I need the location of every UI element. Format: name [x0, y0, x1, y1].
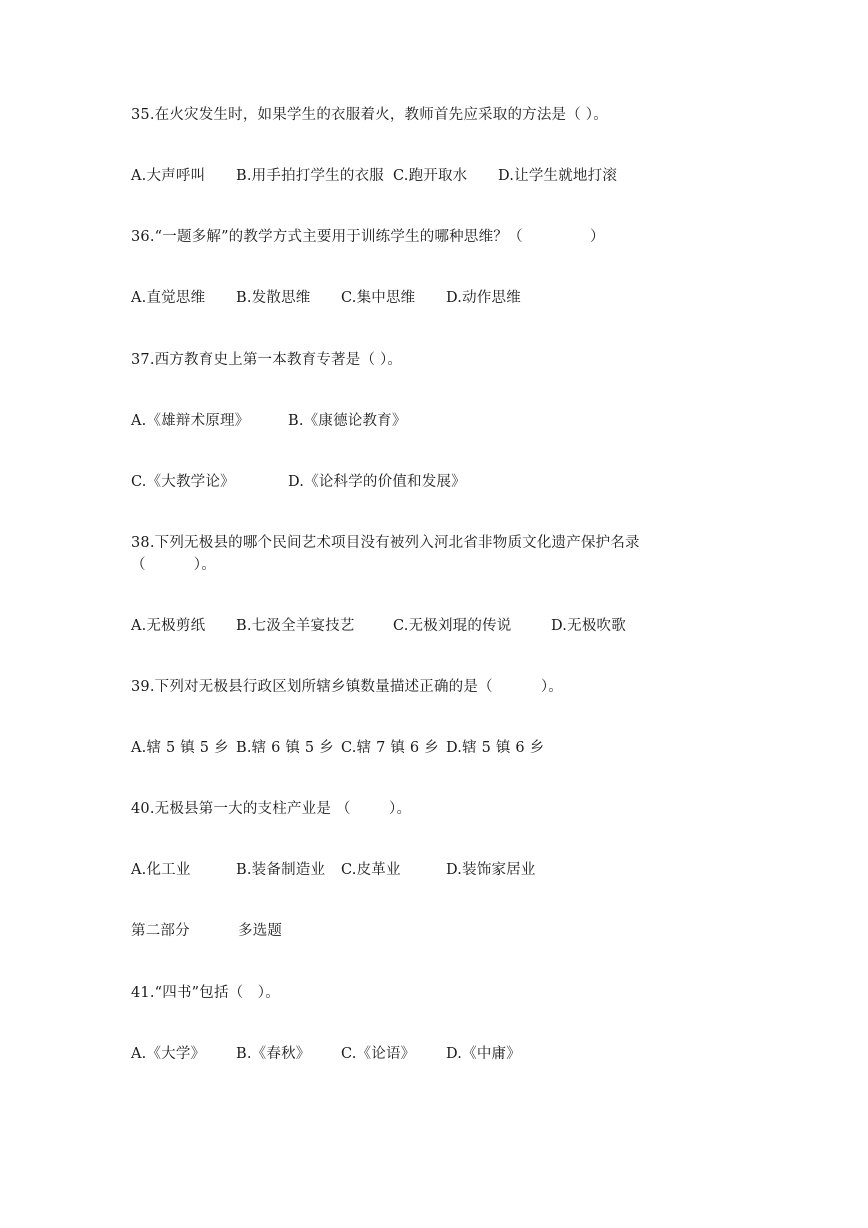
q37-option-b: B.《康德论教育》	[288, 413, 407, 429]
section-title: 多选题	[238, 923, 283, 939]
q41-option-b: B.《春秋》	[236, 1046, 311, 1062]
q41-option-d: D.《中庸》	[446, 1046, 521, 1062]
q41-option-a: A.《大学》	[131, 1046, 206, 1062]
question-38-stem-continued: （ ）。	[131, 557, 216, 573]
question-38-stem: 38.下列无极县的哪个民间艺术项目没有被列入河北省非物质文化遗产保护名录	[131, 535, 640, 551]
q40-option-a: A.化工业	[131, 862, 191, 878]
question-40-stem: 40.无极县第一大的支柱产业是 （ ）。	[131, 801, 412, 817]
question-39-stem: 39.下列对无极县行政区划所辖乡镇数量描述正确的是（ ）。	[131, 679, 563, 695]
q39-option-c: C.辖 7 镇 6 乡	[341, 740, 439, 756]
question-36-stem: 36.“一题多解”的教学方式主要用于训练学生的哪种思维？（ ）	[131, 229, 605, 245]
q40-option-c: C.皮革业	[341, 862, 401, 878]
q36-option-d: D.动作思维	[446, 290, 521, 306]
q36-option-b: B.发散思维	[236, 290, 311, 306]
q37-option-c: C.《大教学论》	[131, 474, 235, 490]
q38-option-d: D.无极吹歌	[551, 618, 626, 634]
q35-option-a: A.大声呼叫	[131, 168, 206, 184]
q39-option-b: B.辖 6 镇 5 乡	[236, 740, 334, 756]
q39-option-d: D.辖 5 镇 6 乡	[446, 740, 545, 756]
q35-option-c: C.跑开取水	[393, 168, 468, 184]
q36-option-c: C.集中思维	[341, 290, 416, 306]
q38-option-c: C.无极刘琨的传说	[393, 618, 512, 634]
q37-option-a: A.《雄辩术原理》	[131, 413, 250, 429]
q40-option-b: B.装备制造业	[236, 862, 326, 878]
q35-option-b: B.用手拍打学生的衣服	[236, 168, 384, 184]
question-37-stem: 37.西方教育史上第一本教育专著是（ ）。	[131, 352, 403, 368]
q35-option-d: D.让学生就地打滚	[498, 168, 618, 184]
q41-option-c: C.《论语》	[341, 1046, 416, 1062]
q38-option-a: A.无极剪纸	[131, 618, 206, 634]
q37-option-d: D.《论科学的价值和发展》	[288, 474, 466, 490]
q40-option-d: D.装饰家居业	[446, 862, 536, 878]
q39-option-a: A.辖 5 镇 5 乡	[131, 740, 229, 756]
question-35-stem: 35.在火灾发生时，如果学生的衣服着火，教师首先应采取的方法是（ ）。	[131, 107, 608, 123]
q38-option-b: B.七汲全羊宴技艺	[236, 618, 355, 634]
q36-option-a: A.直觉思维	[131, 290, 206, 306]
section-part-label: 第二部分	[131, 923, 190, 939]
question-41-stem: 41.“四书”包括（ ）。	[131, 985, 280, 1001]
